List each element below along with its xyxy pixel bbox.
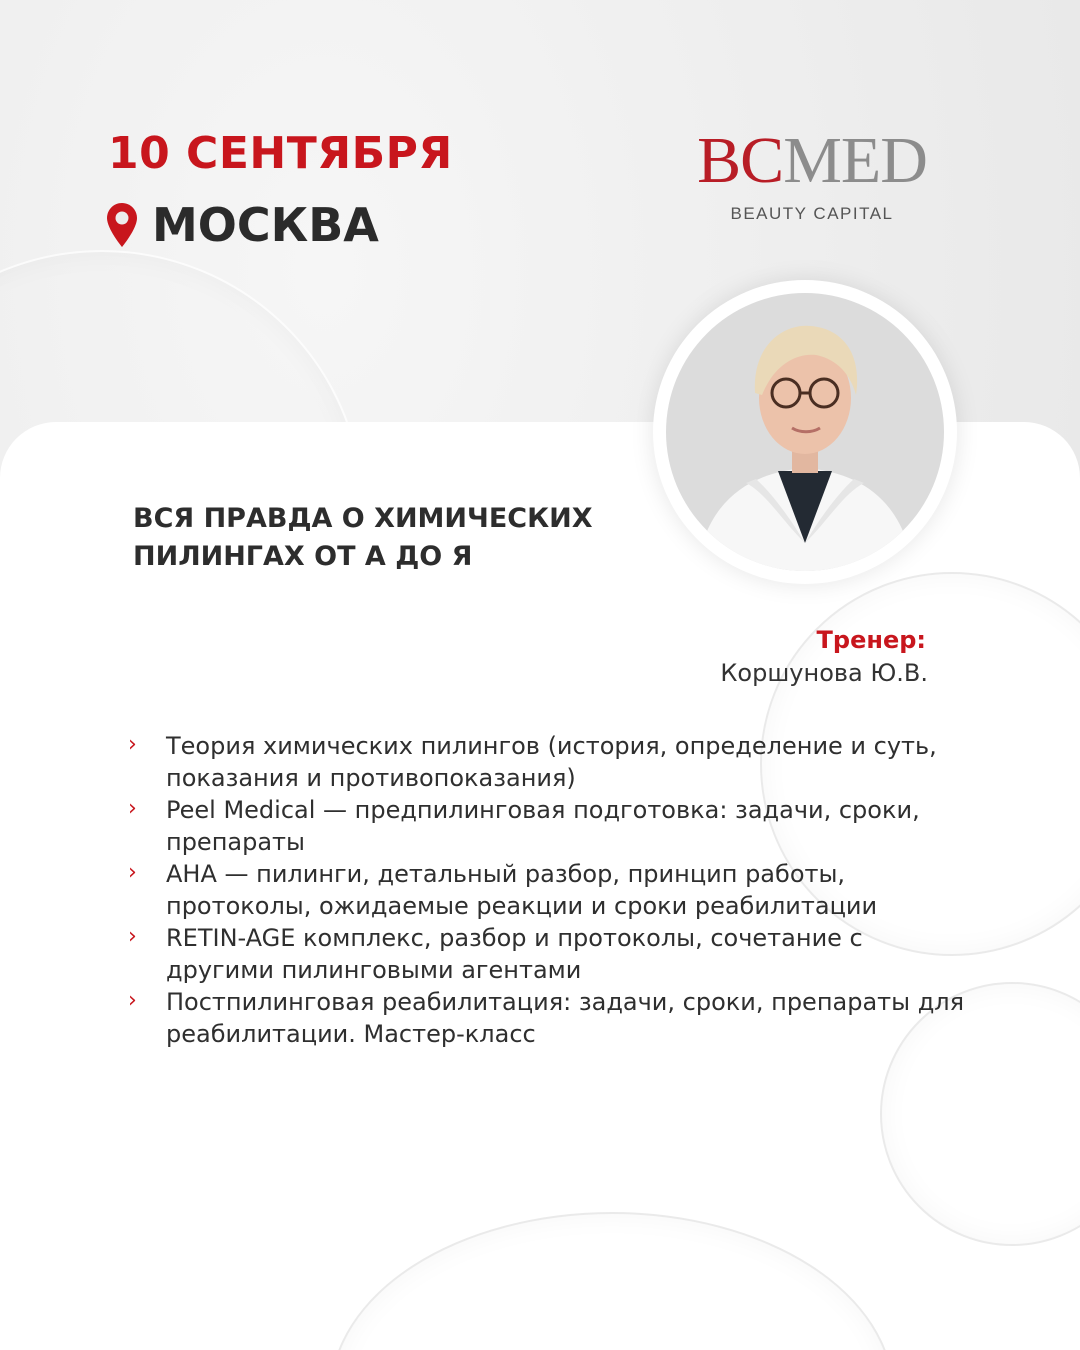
map-pin-icon [106, 202, 138, 248]
chevron-right-icon: › [128, 924, 137, 949]
topics-list [128, 730, 978, 1050]
trainer-photo [653, 280, 957, 584]
list-item [128, 858, 978, 922]
course-title-line: ПИЛИНГАХ ОТ А ДО Я [133, 541, 473, 572]
event-date: 10 СЕНТЯБРЯ [108, 128, 453, 179]
chevron-right-icon: › [128, 732, 137, 757]
logo-part-bc: BC [697, 124, 784, 197]
brand-logo [696, 124, 928, 224]
list-item [128, 794, 978, 858]
event-location [106, 198, 379, 252]
logo-wordmark [696, 124, 928, 197]
event-city: МОСКВА [152, 198, 379, 252]
topic-text: Постпилинговая реабилитация: задачи, сроки, препараты для реабилитации. Мастер-класс [166, 988, 965, 1048]
chevron-right-icon: › [128, 860, 137, 885]
trainer-portrait [666, 293, 944, 571]
course-title-line: ВСЯ ПРАВДА О ХИМИЧЕСКИХ [133, 503, 593, 534]
topic-text: AHA — пилинги, детальный разбор, принцип работы, протоколы, ожидаемые реакции и сроки реабилитации [166, 860, 878, 920]
topic-text: RETIN-AGE комплекс, разбор и протоколы, сочетание с другими пилинговыми агентами [166, 924, 863, 984]
logo-subtitle: BEAUTY CAPITAL [730, 204, 894, 223]
trainer-label: Тренер: [816, 626, 926, 654]
list-item [128, 922, 978, 986]
topic-text: Теория химических пилингов (история, определение и суть, показания и противопоказания) [166, 732, 937, 792]
list-item [128, 730, 978, 794]
chevron-right-icon: › [128, 796, 137, 821]
decorative-bubble [330, 1212, 894, 1350]
logo-part-med: MED [783, 124, 927, 197]
trainer-name: Коршунова Ю.В. [720, 659, 928, 687]
list-item [128, 986, 978, 1050]
course-title [133, 500, 653, 576]
topic-text: Peel Medical — предпилинговая подготовка: задачи, сроки, препараты [166, 796, 920, 856]
portrait-illustration [666, 293, 944, 571]
chevron-right-icon: › [128, 988, 137, 1013]
